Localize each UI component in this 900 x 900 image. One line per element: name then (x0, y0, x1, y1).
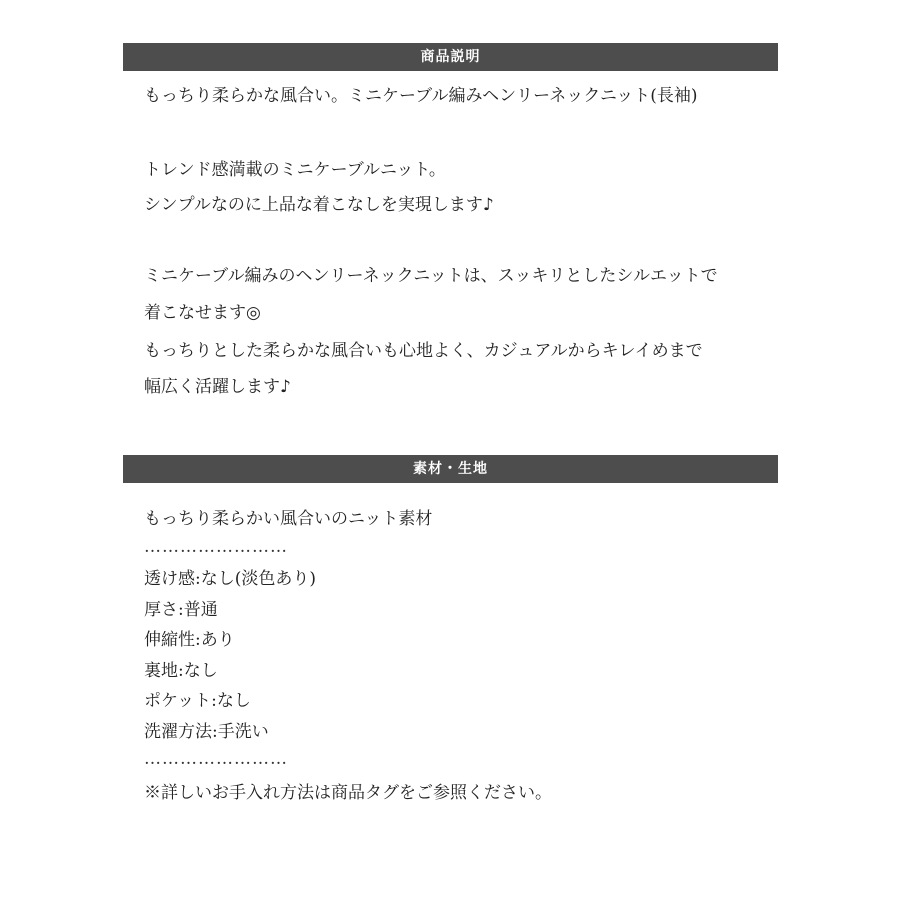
care-note: ※詳しいお手入れ方法は商品タグをご参照ください。 (144, 783, 552, 803)
material-spec-washing: 洗濯方法:手洗い (144, 722, 269, 742)
material-spec-thickness: 厚さ:普通 (144, 600, 218, 620)
section-header-material: 素材・生地 (123, 455, 778, 483)
description-line: 着こなせます◎ (144, 303, 261, 323)
description-line: もっちり柔らかな風合い。ミニケーブル編みヘンリーネックニット(長袖) (144, 86, 698, 106)
material-spec-stretch: 伸縮性:あり (144, 630, 235, 650)
material-spec-lining: 裏地:なし (144, 661, 218, 681)
material-spec-pocket: ポケット:なし (144, 691, 251, 711)
dotted-divider: …………………… (144, 537, 288, 557)
material-spec-see-through: 透け感:なし(淡色あり) (144, 569, 316, 589)
dotted-divider: …………………… (144, 749, 288, 769)
section-header-description: 商品説明 (123, 43, 778, 71)
description-line: トレンド感満載のミニケーブルニット。 (144, 160, 446, 180)
description-line: シンプルなのに上品な着こなしを実現します♪ (144, 195, 494, 215)
description-line: 幅広く活躍します♪ (144, 377, 291, 397)
description-line: もっちりとした柔らかな風合いも心地よく、カジュアルからキレイめまで (144, 341, 703, 361)
description-line: ミニケーブル編みのヘンリーネックニットは、スッキリとしたシルエットで (144, 266, 718, 286)
material-line: もっちり柔らかい風合いのニット素材 (144, 509, 433, 529)
